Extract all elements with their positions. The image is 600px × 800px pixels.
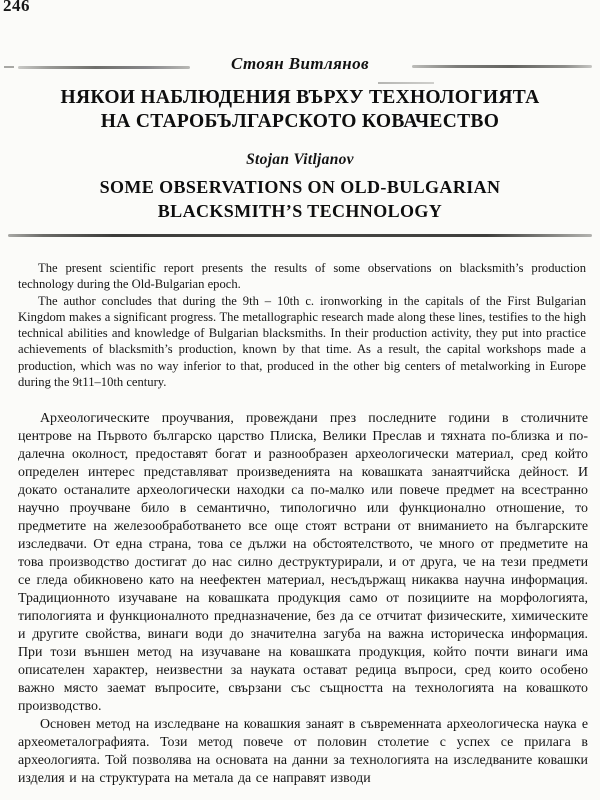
abstract-paragraph-2: The author concludes that during the 9th – 10th c. ironworking in the capitals of the First Bulgarian Kingdom makes a significant progress. The metallographic research made along these lines, testifies to the high technical abilities and knowledge of Bulgarian blacksmiths. In their production activity, they put into practice achievements of blacksmith’s production, known by that time. As a result, the capital workshops made a production, which was no way inferior to that, produced in the other big centers of metalworking in Europe during the 9t11–10th century. (18, 293, 586, 390)
author-name-latin: Stojan Vitljanov (246, 151, 354, 168)
scan-rule-right-sub-fragment (378, 82, 434, 84)
body-paragraph-1: Археологическите проучвания, провеждани през последните години в столичните центрове на Първото българско царство Плиска, Велики Преслав и тяхната по-близка и по-далечна околност, предоставят богат и разнообразен археологически материал, сред който определен интерес представляват произведенията на ковашката занаятчийска дейност. И докато останалите археологически находки са по-малко или повече предмет на всестранно научно проучване било в семантично, типологично или функционално отношение, то предметите на железообработването все още стоят встрани от вниманието на българските изследвачи. От една страна, това се дължи на обстоятелството, че много от предметите на това производство достигат до нас силно деструктурирали, и от друга, че на тези предмети се гледа обикновено като на неефектен материал, несъдържащ никаква научна информация. Традиционното изучаване на ковашката продукция само от позициите на морфологията, типологията и функционалното предназначение, без да се отчитат физическите, химическите и другите свойства, винаги води до значителна загуба на важна историческа информация. При този външен метод на изучаване на ковашката продукция, който почти винаги има описателен характер, неизвестни за науката остават редица въпроси, сред които особено важно място заемат въпросите, свързани със същността на технологията на ковашкото производство. (18, 411, 588, 714)
author-name-bulgarian: Стоян Витлянов (231, 54, 369, 73)
article-title-bulgarian-line2: НА СТАРОБЪЛГАРСКОТО КОВАЧЕСТВО (100, 111, 500, 132)
bulgarian-body-text (18, 410, 588, 788)
header-divider-rule (8, 234, 592, 237)
page-number: 246 (3, 0, 30, 15)
article-title-english-line1: SOME OBSERVATIONS ON OLD-BULGARIAN (99, 177, 501, 197)
article-title-english-line2: BLACKSMITH’S TECHNOLOGY (157, 200, 443, 221)
body-paragraph-2: Основен метод на изследване на ковашкия занаят в съвременната археологическа наука е археометалографията. Този метод повече от половин столетие с успех се прилага в археологията. Той позволява на основата на данни за технологията на изследваните ковашки изделия и на структурата на метала да се направят изводи (18, 717, 588, 786)
article-title-english (0, 176, 600, 223)
scan-rule-right-fragment (412, 65, 592, 68)
article-title-bulgarian-line1: НЯКОИ НАБЛЮДЕНИЯ ВЪРХУ ТЕХНОЛОГИЯТА (60, 87, 540, 108)
english-abstract (18, 260, 586, 390)
article-title-bulgarian (0, 86, 600, 134)
abstract-paragraph-1: The present scientific report presents the results of some observations on blacksmith’s production technology during the Old-Bulgarian epoch. (18, 261, 586, 292)
